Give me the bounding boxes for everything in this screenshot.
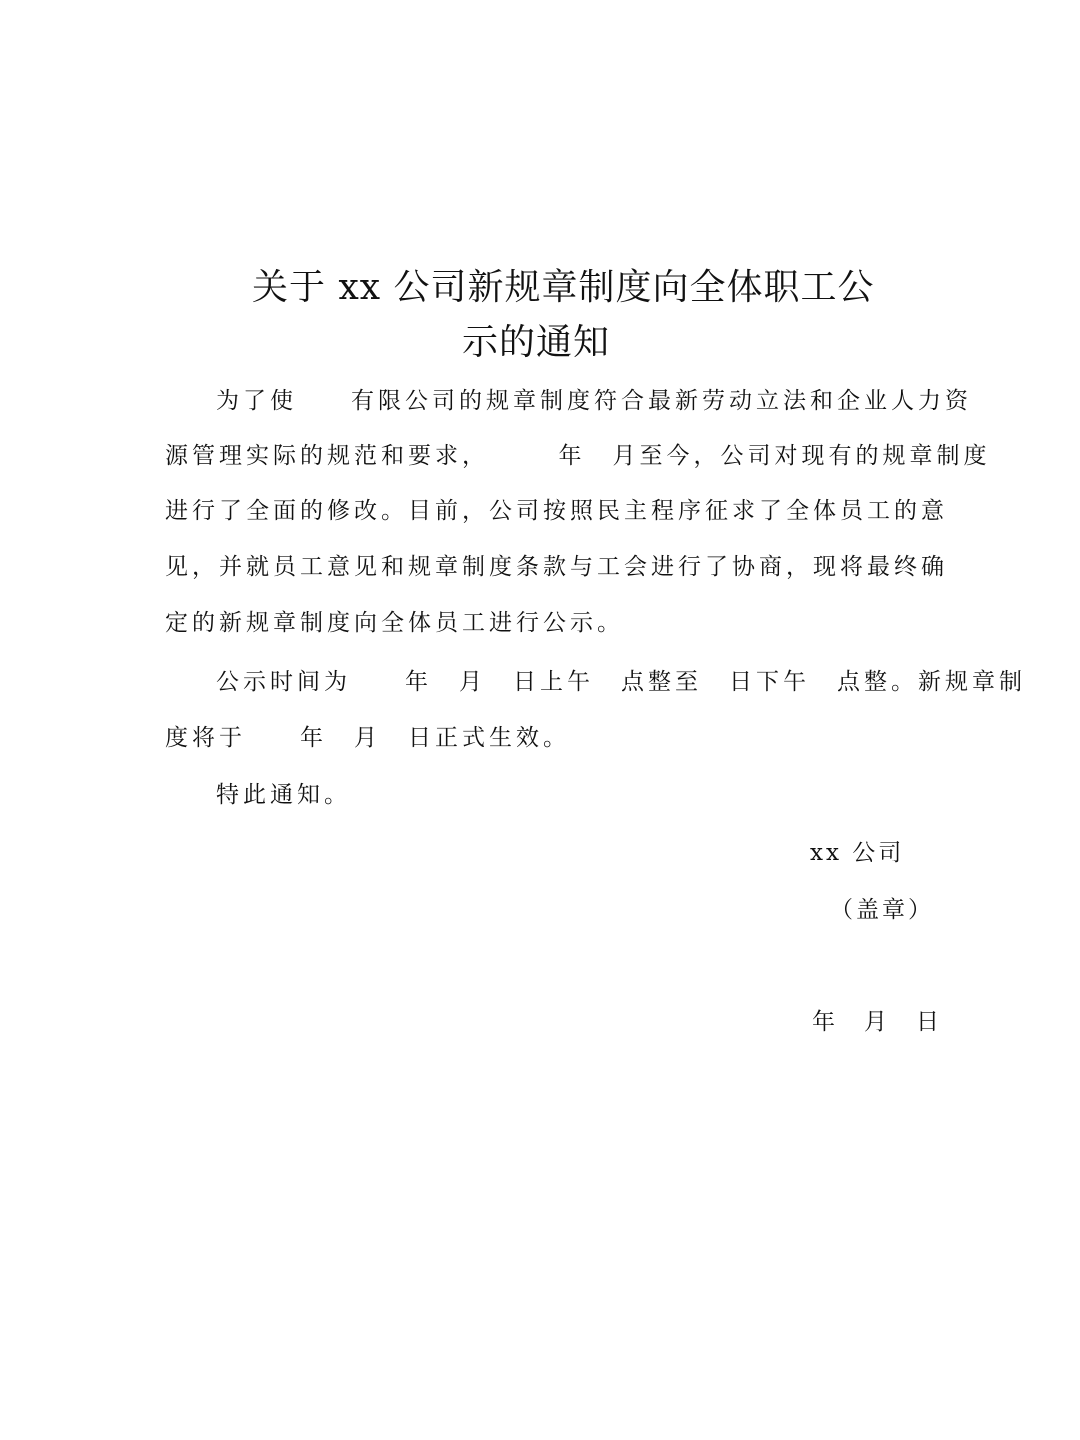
paragraph-1-line-4: 见，并就员工意见和规章制度条款与工会进行了协商，现将最终确 [165, 554, 948, 580]
paragraph-1-line-5: 定的新规章制度向全体员工进行公示。 [165, 610, 624, 636]
document-title-line-2: 示的通知 [462, 322, 611, 363]
closing-text: 特此通知。 [216, 782, 351, 808]
paragraph-1-line-3: 进行了全面的修改。目前，公司按照民主程序征求了全体员工的意 [165, 498, 948, 524]
signature-company: xx 公司 [810, 840, 905, 866]
signature-date: 年 月 日 [812, 1009, 942, 1035]
signature-seal: （盖章） [830, 897, 934, 923]
document-title-line-1: 关于 xx 公司新规章制度向全体职工公 [252, 267, 875, 308]
paragraph-1-line-1: 为了使 有限公司的规章制度符合最新劳动立法和企业人力资 [216, 388, 972, 414]
paragraph-1-line-2: 源管理实际的规范和要求， 年 月至今，公司对现有的规章制度 [165, 443, 991, 469]
paragraph-2-line-1: 公示时间为 年 月 日上午 点整至 日下午 点整。新规章制 [216, 669, 1026, 695]
paragraph-2-line-2: 度将于 年 月 日正式生效。 [165, 725, 570, 751]
